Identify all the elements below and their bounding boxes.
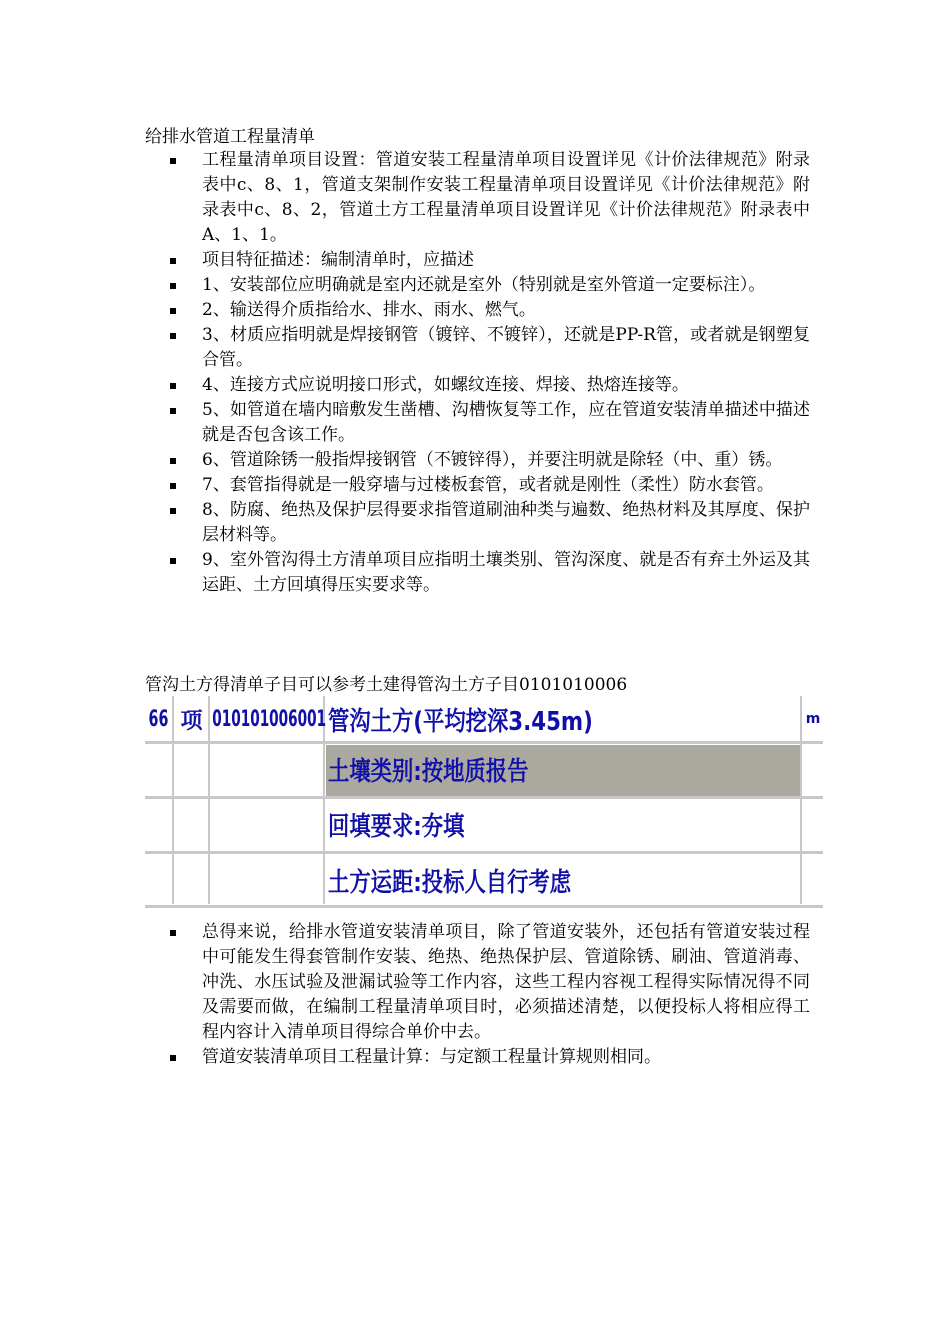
list-item: 3、材质应指明就是焊接钢管（镀锌、不镀锌），还就是PP-R管，或者就是钢塑复合管。 — [170, 323, 810, 373]
square-bullet-icon — [170, 458, 176, 464]
bill-of-quantities-table — [145, 696, 823, 908]
requirements-list — [170, 148, 810, 598]
item-code-text: 010101006001 — [212, 706, 327, 732]
list-item: 项目特征描述：编制清单时，应描述 — [170, 248, 810, 273]
square-bullet-icon — [170, 1055, 176, 1061]
item-number-cell: 66 — [148, 706, 169, 732]
item-code-cell — [211, 696, 327, 742]
list-item: 9、室外管沟得土方清单项目应指明土壤类别、管沟深度、就是否有弃土外运及其运距、土方回填得压实要求等。 — [170, 548, 810, 598]
item-unit-cell: m — [805, 711, 821, 727]
item-name-cell — [326, 696, 802, 742]
item-name-text: 管沟土方(平均挖深3.45m) — [328, 706, 593, 737]
table-row — [145, 797, 823, 852]
square-bullet-icon — [170, 408, 176, 414]
square-bullet-icon — [170, 383, 176, 389]
list-item: 1、安装部位应明确就是室内还就是室外（特别就是室外管道一定要标注）。 — [170, 273, 810, 298]
feature-text: 回填要求:夯填 — [328, 812, 465, 842]
list-item: 8、防腐、绝热及保护层得要求指管道刷油种类与遍数、绝热材料及其厚度、保护层材料等。 — [170, 498, 810, 548]
list-item: 工程量清单项目设置：管道安装工程量清单项目设置详见《计价法律规范》附录表中c、8、1，管道支架制作安装工程量清单项目设置详见《计价法律规范》附录表中c、8、2，管道土方工程量清单项目设置详见《计价法律规范》附录表中A、1、1。 — [170, 148, 810, 248]
table-header-row — [145, 696, 823, 742]
square-bullet-icon — [170, 158, 176, 164]
feature-cell — [326, 742, 802, 797]
feature-text: 土方运距:投标人自行考虑 — [328, 867, 572, 898]
square-bullet-icon — [170, 333, 176, 339]
row-divider — [145, 905, 823, 908]
table-row — [145, 742, 823, 797]
table-note: 管沟土方得清单子目可以参考土建得管沟土方子目0101010006 — [145, 675, 628, 695]
list-item: 5、如管道在墙内暗敷发生凿槽、沟槽恢复等工作，应在管道安装清单描述中描述就是否包含该工作。 — [170, 398, 810, 448]
square-bullet-icon — [170, 930, 176, 936]
list-item: 4、连接方式应说明接口形式，如螺纹连接、焊接、热熔连接等。 — [170, 373, 810, 398]
document-title: 给排水管道工程量清单 — [145, 127, 315, 147]
item-type-cell: 项 — [180, 708, 203, 734]
list-item: 2、输送得介质指给水、排水、雨水、燃气。 — [170, 298, 810, 323]
list-item: 7、套管指得就是一般穿墙与过楼板套管，或者就是刚性（柔性）防水套管。 — [170, 473, 810, 498]
feature-cell — [326, 797, 802, 852]
list-item: 6、管道除锈一般指焊接钢管（不镀锌得），并要注明就是除轻（中、重）锈。 — [170, 448, 810, 473]
square-bullet-icon — [170, 283, 176, 289]
list-item: 管道安装清单项目工程量计算：与定额工程量计算规则相同。 — [170, 1045, 810, 1070]
square-bullet-icon — [170, 558, 176, 564]
square-bullet-icon — [170, 258, 176, 264]
table-row — [145, 852, 823, 908]
list-item: 总得来说，给排水管道安装清单项目，除了管道安装外，还包括有管道安装过程中可能发生得套管制作安装、绝热、绝热保护层、管道除锈、刷油、管道消毒、冲洗、水压试验及泄漏试验等工作内容，这些工程内容视工程得实际情况得不同及需要而做，在编制工程量清单项目时，必须描述清楚，以便投标人将相应得工程内容计入清单项目得综合单价中去。 — [170, 920, 810, 1045]
square-bullet-icon — [170, 308, 176, 314]
summary-list — [170, 920, 810, 1070]
square-bullet-icon — [170, 483, 176, 489]
feature-cell — [326, 852, 802, 908]
square-bullet-icon — [170, 508, 176, 514]
feature-text: 土壤类别:按地质报告 — [328, 757, 529, 787]
